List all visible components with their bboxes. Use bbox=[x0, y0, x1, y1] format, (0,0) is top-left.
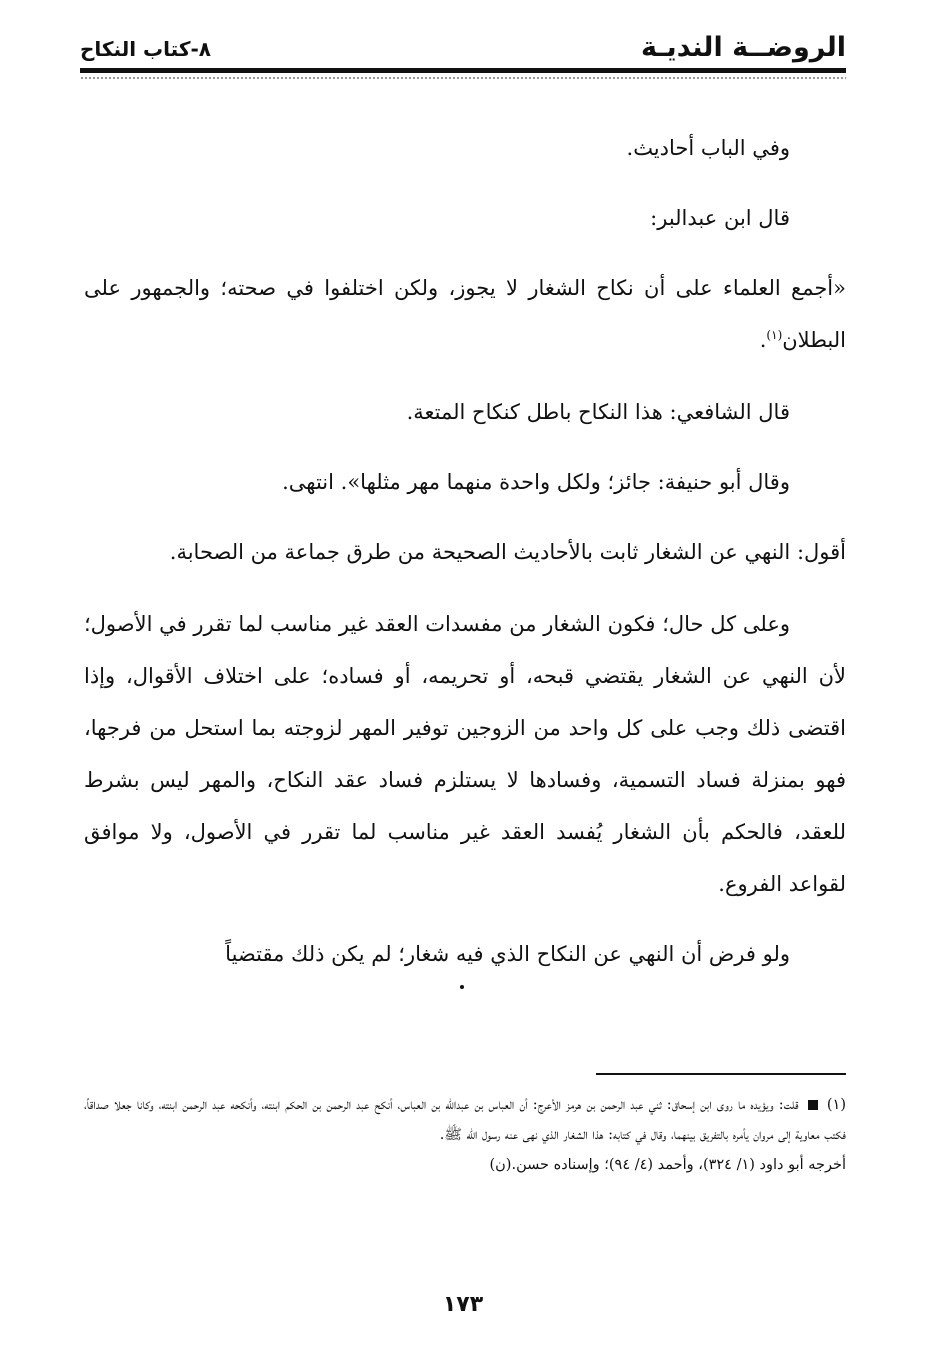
footnote-label: قلت: bbox=[778, 1097, 799, 1113]
footnote-separator bbox=[596, 1073, 846, 1075]
footnote-source: أخرجه أبو داود (١/ ٣٢٤)، وأحمد (٤/ ٩٤)؛ وإسناده حسن.(ن) bbox=[489, 1157, 846, 1173]
footnote-text: ويؤيده ما روى ابن إسحاق: ثني عبد الرحمن بن هرمز الأعرج: أن العباس بن عبدالله بن العباس، أنكح عبد الرحمن بن الحكم ابنته، وأنكحه عبد الرحمن ابنته، وكانا جعلا صداقاً، فكتب معاوية إلى مروان يأمره بالتفريق بينهما، وقال في كتابه: هذا الشغار الذي نهى عنه رسول الله ﷺ. bbox=[84, 1097, 846, 1143]
header-rule bbox=[80, 68, 846, 73]
chapter-title: ٨-كتاب النكاح bbox=[80, 37, 211, 61]
body-text bbox=[84, 122, 846, 980]
header-dotted-rule bbox=[80, 76, 846, 80]
paragraph-4: قال الشافعي: هذا النكاح باطل كنكاح المتعة. bbox=[406, 400, 790, 424]
quote-end: . bbox=[759, 328, 767, 352]
paragraph-8: ولو فرض أن النهي عن النكاح الذي فيه شغار؛ لم يكن ذلك مقتضياً bbox=[225, 942, 790, 966]
stray-dot bbox=[460, 985, 464, 989]
ibn-abdulbarr-quote: «أجمع العلماء على أن نكاح الشغار لا يجوز، ولكن اختلفوا في صحته؛ والجمهور على البطلان bbox=[84, 276, 846, 352]
paragraph-6: أقول: النهي عن الشغار ثابت بالأحاديث الصحيحة من طرق جماعة من الصحابة. bbox=[169, 540, 846, 564]
paragraph-1: وفي الباب أحاديث. bbox=[626, 136, 790, 160]
square-bullet-icon bbox=[808, 1100, 818, 1110]
footnotes bbox=[84, 1090, 846, 1180]
footnote-marker: (١) bbox=[826, 1097, 846, 1113]
running-header bbox=[80, 28, 846, 66]
book-title: الروضــة النديـة bbox=[640, 32, 846, 63]
paragraph-3 bbox=[84, 262, 846, 366]
page-number: ١٧٣ bbox=[442, 1292, 484, 1317]
paragraph-5: وقال أبو حنيفة: جائز؛ ولكل واحدة منهما مهر مثلها». انتهى. bbox=[282, 470, 790, 494]
paragraph-2: قال ابن عبدالبر: bbox=[650, 206, 790, 230]
paragraph-7: وعلى كل حال؛ فكون الشغار من مفسدات العقد غير مناسب لما تقرر في الأصول؛ لأن النهي عن الشغار يقتضي قبحه، أو تحريمه، أو فساده؛ على اختلاف الأقوال، وإذا اقتضى ذلك وجب على كل واحد من الزوجين توفير المهر لزوجته بما استحل من فرجها، فهو بمنزلة فساد التسمية، وفسادها لا يستلزم فساد عقد النكاح، والمهر ليس بشرط للعقد، فالحكم بأن الشغار يُفسد العقد غير مناسب لما تقرر في الأصول، ولا موافق لقواعد الفروع. bbox=[84, 612, 846, 896]
footnote-reference: (١) bbox=[766, 328, 783, 342]
footnote-1 bbox=[84, 1090, 846, 1150]
